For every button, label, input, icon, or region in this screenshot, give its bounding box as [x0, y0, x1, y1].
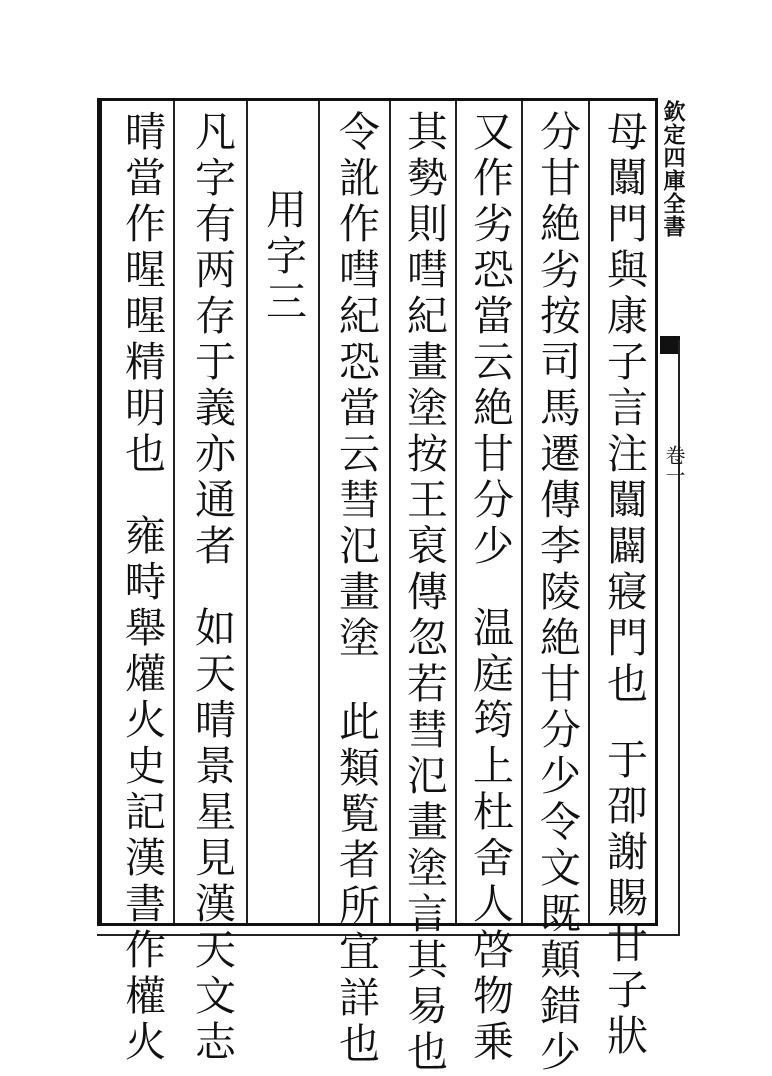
column-rule: [521, 101, 523, 923]
column-rule: [389, 101, 391, 923]
frame-right-border: [655, 98, 658, 926]
text-column-2: [533, 110, 581, 1076]
column-note-text: 温庭筠上杜舍人啓物乗: [466, 606, 514, 1066]
column-main-text: 又作劣恐當云絶甘分少: [466, 110, 514, 570]
text-column-3: [466, 110, 514, 1066]
column-rule: [455, 101, 457, 923]
column-main-text: 晴當作暒暒精明也: [118, 110, 166, 478]
column-note-text: 于卲謝賜甘子狀: [600, 738, 648, 1060]
text-column-7: [188, 110, 236, 1066]
text-column-4: [400, 110, 448, 1076]
column-rule: [588, 101, 590, 923]
margin-volume: 卷一: [662, 445, 686, 485]
text-column-8: [118, 110, 166, 1066]
column-rule: [246, 101, 248, 923]
column-main-text: 令訛作嘒紀恐當云彗氾畫塗: [332, 110, 380, 662]
frame-bottom-rule: [97, 934, 680, 936]
margin-rule: [678, 340, 680, 934]
column-main-text: 其勢則嘒紀畫塗按王裒傳忽若彗氾畫塗言其易也: [400, 110, 448, 1076]
section-heading: 用字三: [259, 188, 307, 326]
column-rule: [173, 101, 175, 923]
column-main-text: 母闒門與康子言注闒闢寢門也: [600, 110, 648, 708]
column-note-text: 此類覧者所宜詳也: [332, 700, 380, 1068]
column-main-text: 分甘絶劣按司馬遷傳李陵絶甘分少令文既顛錯少: [533, 110, 581, 1076]
margin-book-title: 欽定四庫全書: [660, 100, 686, 238]
column-note-text: 雍畤舉爟火史記漢書作權火: [118, 514, 166, 1066]
column-note-text: 如天晴景星見漢天文志: [188, 606, 236, 1066]
column-main-text: 凡字有两存于義亦通者: [188, 110, 236, 570]
margin-fish-tail: [660, 336, 680, 354]
text-column-1: [600, 110, 648, 1060]
text-column-5: [332, 110, 380, 1068]
column-rule: [318, 101, 320, 923]
section-heading-column: [259, 188, 307, 326]
